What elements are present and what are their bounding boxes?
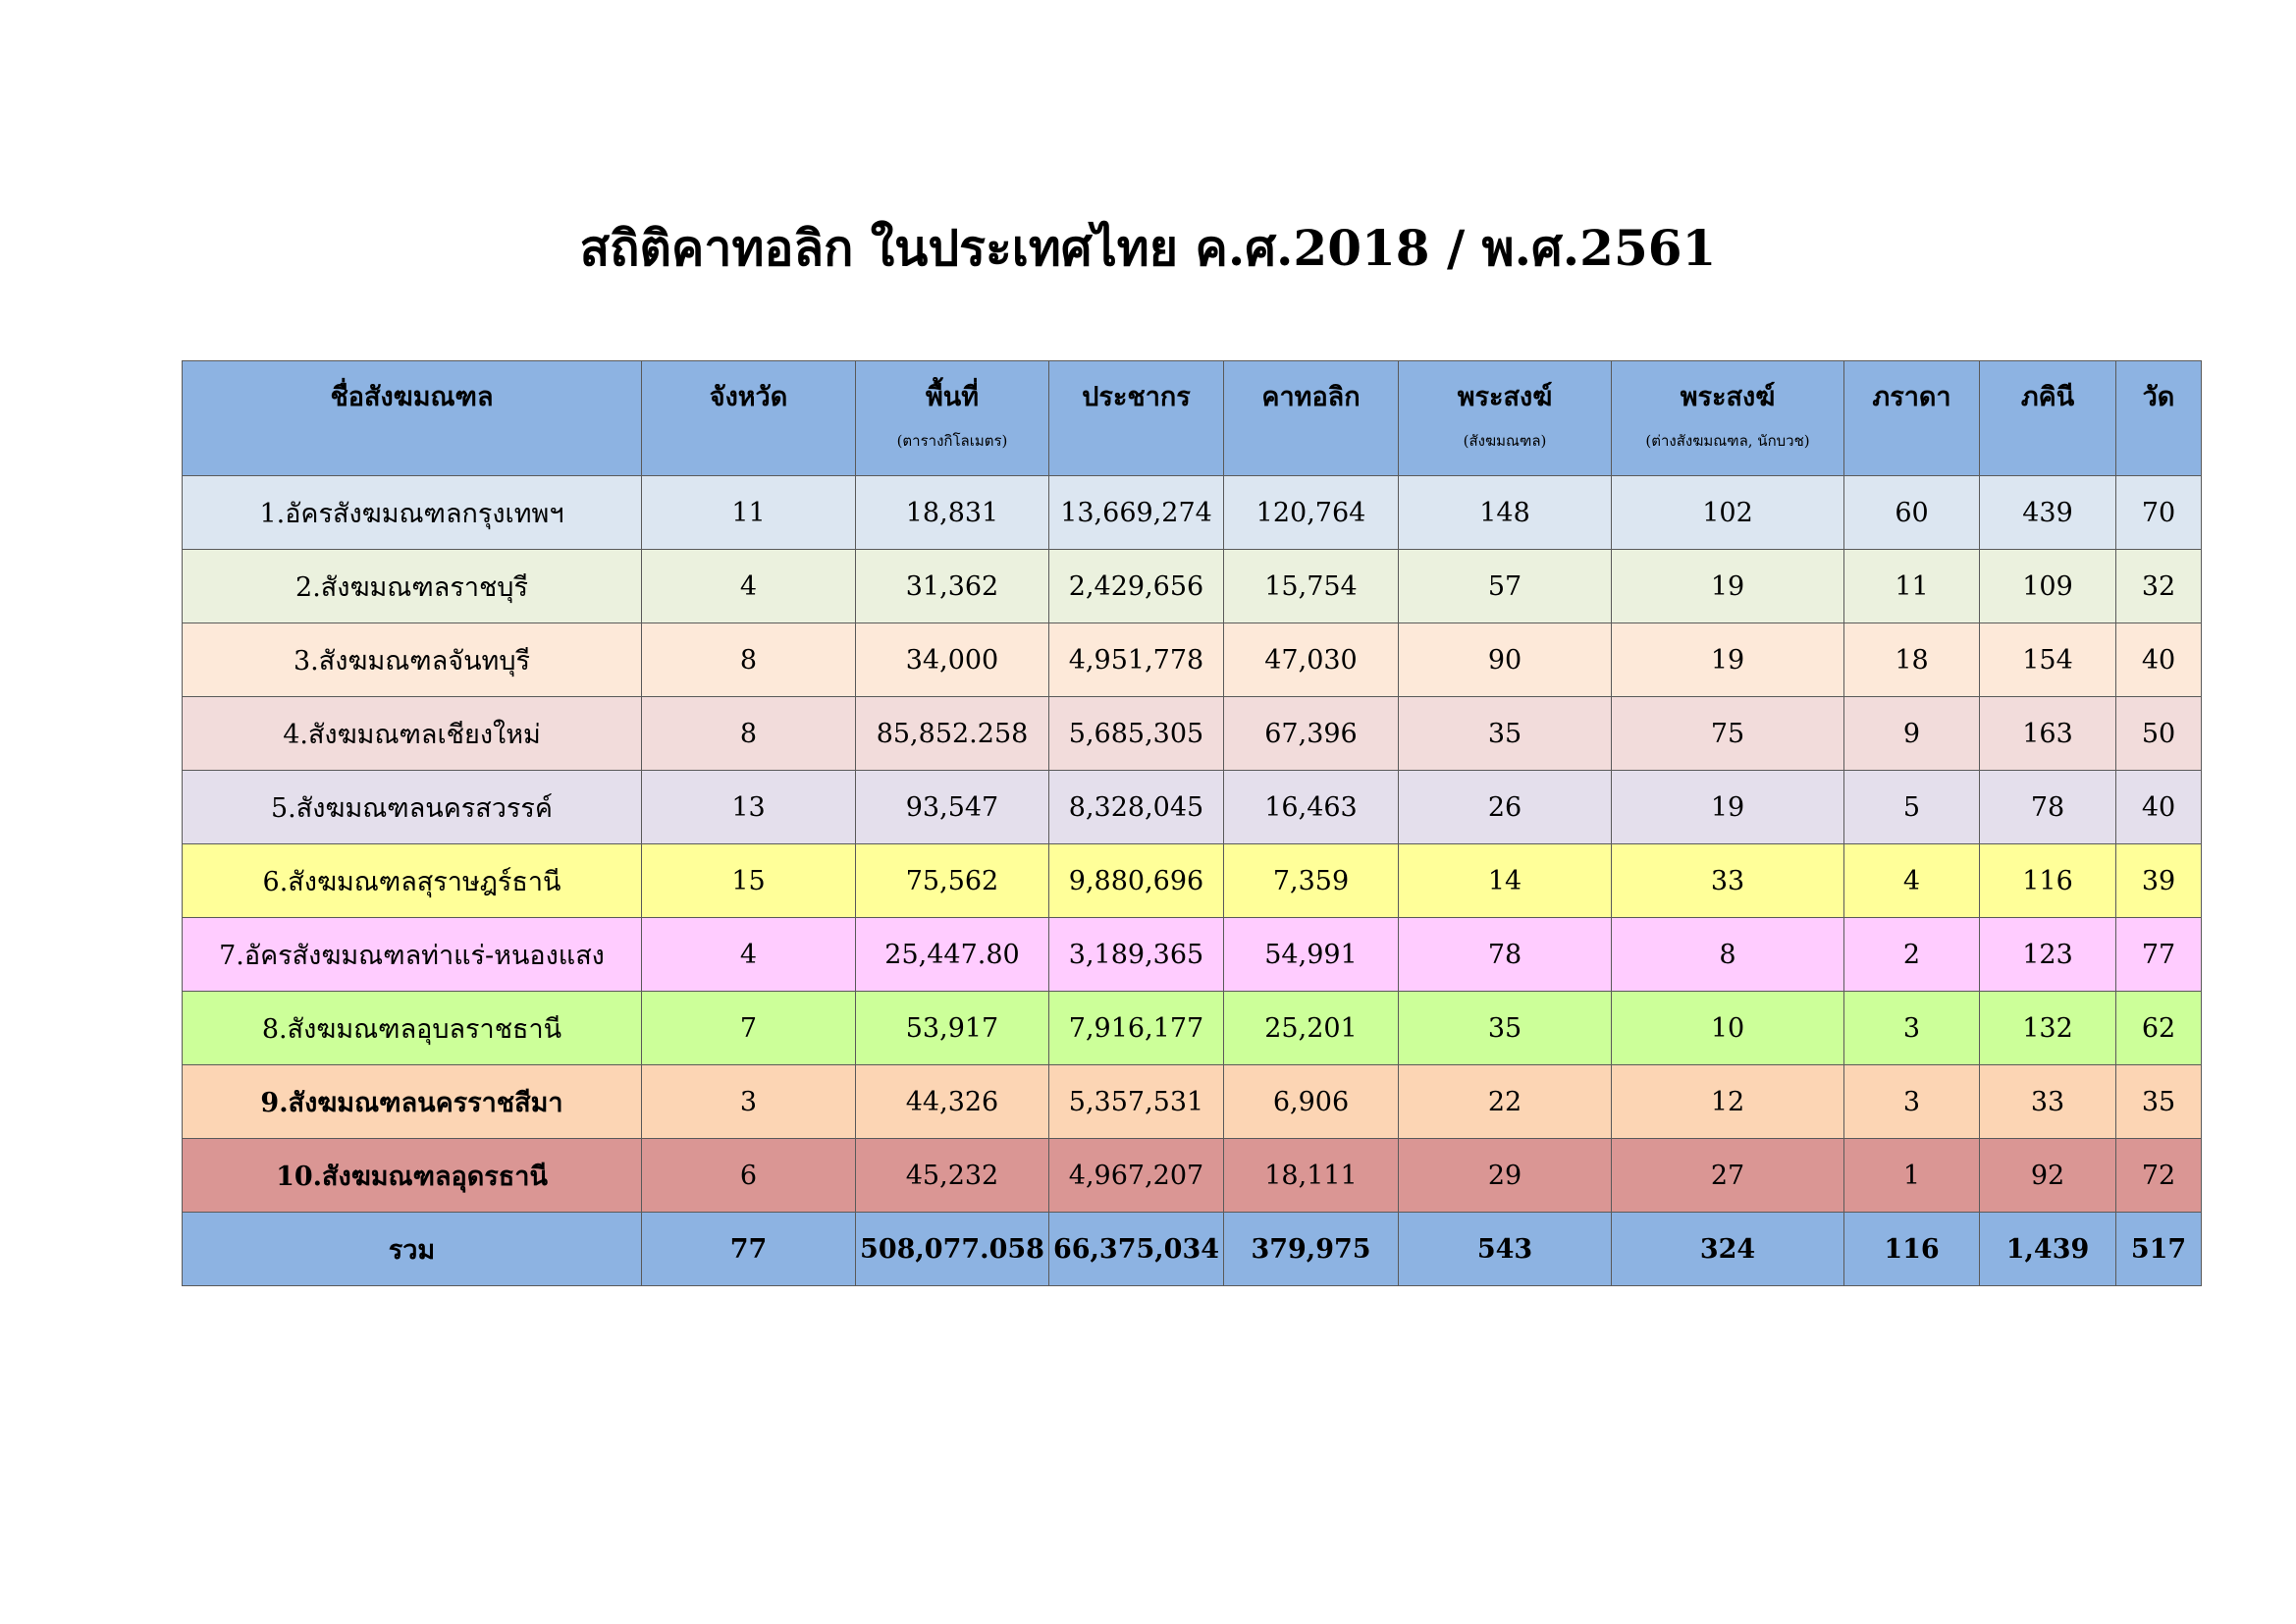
- header-catholics: คาทอลิก: [1224, 361, 1399, 476]
- catholics-cell: 16,463: [1224, 771, 1399, 844]
- catholics-cell: 18,111: [1224, 1139, 1399, 1213]
- table-row: [183, 476, 2202, 550]
- table-row: [183, 697, 2202, 771]
- parishes-cell: 40: [2116, 623, 2202, 697]
- sisters-cell: 123: [1980, 918, 2116, 992]
- provinces-cell: 4: [642, 918, 856, 992]
- diocesan-priests-cell: 35: [1399, 992, 1612, 1065]
- table-row: [183, 771, 2202, 844]
- diocesan-priests-cell: 14: [1399, 844, 1612, 918]
- table-row: [183, 550, 2202, 623]
- table-row: [183, 623, 2202, 697]
- total-provinces-cell: 77: [642, 1213, 856, 1286]
- header-brothers: ภราดา: [1844, 361, 1980, 476]
- header-other-priests-sub: (ต่างสังฆมณฑล, นักบวช): [1645, 432, 1810, 450]
- parishes-cell: 50: [2116, 697, 2202, 771]
- brothers-cell: 5: [1844, 771, 1980, 844]
- header-diocesan-priests-sub: (สังฆมณฑล): [1463, 432, 1547, 450]
- catholics-cell: 6,906: [1224, 1065, 1399, 1139]
- diocesan-priests-cell: 148: [1399, 476, 1612, 550]
- sisters-cell: 109: [1980, 550, 2116, 623]
- brothers-cell: 60: [1844, 476, 1980, 550]
- header-population: ประชากร: [1049, 361, 1224, 476]
- brothers-cell: 11: [1844, 550, 1980, 623]
- header-row: [183, 361, 2202, 476]
- population-cell: 5,357,531: [1049, 1065, 1224, 1139]
- diocesan-priests-cell: 78: [1399, 918, 1612, 992]
- other-priests-cell: 12: [1612, 1065, 1844, 1139]
- provinces-cell: 3: [642, 1065, 856, 1139]
- other-priests-cell: 102: [1612, 476, 1844, 550]
- other-priests-cell: 33: [1612, 844, 1844, 918]
- catholics-cell: 25,201: [1224, 992, 1399, 1065]
- other-priests-cell: 75: [1612, 697, 1844, 771]
- diocesan-priests-cell: 35: [1399, 697, 1612, 771]
- header-area-unit: (ตารางกิโลเมตร): [896, 432, 1008, 450]
- parishes-cell: 70: [2116, 476, 2202, 550]
- sisters-cell: 92: [1980, 1139, 2116, 1213]
- provinces-cell: 6: [642, 1139, 856, 1213]
- diocese-name-cell: 1.อัครสังฆมณฑลกรุงเทพฯ: [183, 476, 642, 550]
- other-priests-cell: 10: [1612, 992, 1844, 1065]
- population-cell: 3,189,365: [1049, 918, 1224, 992]
- population-cell: 4,951,778: [1049, 623, 1224, 697]
- sisters-cell: 116: [1980, 844, 2116, 918]
- table-row: [183, 992, 2202, 1065]
- diocese-name-cell: 6.สังฆมณฑลสุราษฎร์ธานี: [183, 844, 642, 918]
- header-provinces: จังหวัด: [642, 361, 856, 476]
- population-cell: 13,669,274: [1049, 476, 1224, 550]
- table-row: [183, 1139, 2202, 1213]
- document-title: สถิติคาทอลิก ในประเทศไทย ค.ศ.2018 / พ.ศ.2561: [579, 219, 1717, 277]
- diocese-name-cell: 3.สังฆมณฑลจันทบุรี: [183, 623, 642, 697]
- brothers-cell: 18: [1844, 623, 1980, 697]
- sisters-cell: 154: [1980, 623, 2116, 697]
- provinces-cell: 15: [642, 844, 856, 918]
- diocesan-priests-cell: 26: [1399, 771, 1612, 844]
- sisters-cell: 132: [1980, 992, 2116, 1065]
- sisters-cell: 33: [1980, 1065, 2116, 1139]
- parishes-cell: 72: [2116, 1139, 2202, 1213]
- population-cell: 8,328,045: [1049, 771, 1224, 844]
- catholics-cell: 54,991: [1224, 918, 1399, 992]
- diocese-name-cell: 2.สังฆมณฑลราชบุรี: [183, 550, 642, 623]
- area-cell: 45,232: [856, 1139, 1049, 1213]
- brothers-cell: 3: [1844, 992, 1980, 1065]
- catholics-cell: 15,754: [1224, 550, 1399, 623]
- table-row: [183, 844, 2202, 918]
- header-other-priests: พระสงฆ์ (ต่างสังฆมณฑล, นักบวช): [1612, 361, 1844, 476]
- parishes-cell: 32: [2116, 550, 2202, 623]
- area-cell: 18,831: [856, 476, 1049, 550]
- total-diocesan-priests-cell: 543: [1399, 1213, 1612, 1286]
- table-row: [183, 918, 2202, 992]
- area-cell: 44,326: [856, 1065, 1049, 1139]
- header-parishes: วัด: [2116, 361, 2202, 476]
- table-row: [183, 1065, 2202, 1139]
- total-population-cell: 66,375,034: [1049, 1213, 1224, 1286]
- population-cell: 9,880,696: [1049, 844, 1224, 918]
- diocese-name-cell: 4.สังฆมณฑลเชียงใหม่: [183, 697, 642, 771]
- catholics-cell: 7,359: [1224, 844, 1399, 918]
- catholics-cell: 120,764: [1224, 476, 1399, 550]
- diocesan-priests-cell: 29: [1399, 1139, 1612, 1213]
- parishes-cell: 77: [2116, 918, 2202, 992]
- provinces-cell: 13: [642, 771, 856, 844]
- catholics-cell: 67,396: [1224, 697, 1399, 771]
- brothers-cell: 1: [1844, 1139, 1980, 1213]
- diocese-name-cell: 5.สังฆมณฑลนครสวรรค์: [183, 771, 642, 844]
- diocesan-priests-cell: 22: [1399, 1065, 1612, 1139]
- area-cell: 85,852.258: [856, 697, 1049, 771]
- header-sisters: ภคินี: [1980, 361, 2116, 476]
- total-row: [183, 1213, 2202, 1286]
- header-diocese-name: ชื่อสังฆมณฑล: [183, 361, 642, 476]
- total-catholics-cell: 379,975: [1224, 1213, 1399, 1286]
- provinces-cell: 4: [642, 550, 856, 623]
- other-priests-cell: 27: [1612, 1139, 1844, 1213]
- diocese-name-cell: 8.สังฆมณฑลอุบลราชธานี: [183, 992, 642, 1065]
- diocesan-priests-cell: 57: [1399, 550, 1612, 623]
- total-brothers-cell: 116: [1844, 1213, 1980, 1286]
- total-label-cell: รวม: [183, 1213, 642, 1286]
- diocese-name-cell: 10.สังฆมณฑลอุดรธานี: [183, 1139, 642, 1213]
- header-area: พื้นที่ (ตารางกิโลเมตร): [856, 361, 1049, 476]
- catholic-statistics-table: [182, 360, 2202, 1286]
- area-cell: 25,447.80: [856, 918, 1049, 992]
- total-area-cell: 508,077.058: [856, 1213, 1049, 1286]
- total-parishes-cell: 517: [2116, 1213, 2202, 1286]
- provinces-cell: 8: [642, 697, 856, 771]
- brothers-cell: 2: [1844, 918, 1980, 992]
- area-cell: 31,362: [856, 550, 1049, 623]
- population-cell: 4,967,207: [1049, 1139, 1224, 1213]
- provinces-cell: 8: [642, 623, 856, 697]
- diocese-name-cell: 9.สังฆมณฑลนครราชสีมา: [183, 1065, 642, 1139]
- other-priests-cell: 8: [1612, 918, 1844, 992]
- population-cell: 2,429,656: [1049, 550, 1224, 623]
- diocesan-priests-cell: 90: [1399, 623, 1612, 697]
- brothers-cell: 4: [1844, 844, 1980, 918]
- brothers-cell: 3: [1844, 1065, 1980, 1139]
- parishes-cell: 39: [2116, 844, 2202, 918]
- population-cell: 5,685,305: [1049, 697, 1224, 771]
- area-cell: 75,562: [856, 844, 1049, 918]
- provinces-cell: 7: [642, 992, 856, 1065]
- total-other-priests-cell: 324: [1612, 1213, 1844, 1286]
- parishes-cell: 35: [2116, 1065, 2202, 1139]
- sisters-cell: 439: [1980, 476, 2116, 550]
- area-cell: 53,917: [856, 992, 1049, 1065]
- header-diocesan-priests: พระสงฆ์ (สังฆมณฑล): [1399, 361, 1612, 476]
- population-cell: 7,916,177: [1049, 992, 1224, 1065]
- provinces-cell: 11: [642, 476, 856, 550]
- sisters-cell: 163: [1980, 697, 2116, 771]
- parishes-cell: 62: [2116, 992, 2202, 1065]
- total-sisters-cell: 1,439: [1980, 1213, 2116, 1286]
- brothers-cell: 9: [1844, 697, 1980, 771]
- catholics-cell: 47,030: [1224, 623, 1399, 697]
- diocese-name-cell: 7.อัครสังฆมณฑลท่าแร่-หนองแสง: [183, 918, 642, 992]
- parishes-cell: 40: [2116, 771, 2202, 844]
- area-cell: 34,000: [856, 623, 1049, 697]
- sisters-cell: 78: [1980, 771, 2116, 844]
- area-cell: 93,547: [856, 771, 1049, 844]
- other-priests-cell: 19: [1612, 771, 1844, 844]
- other-priests-cell: 19: [1612, 623, 1844, 697]
- other-priests-cell: 19: [1612, 550, 1844, 623]
